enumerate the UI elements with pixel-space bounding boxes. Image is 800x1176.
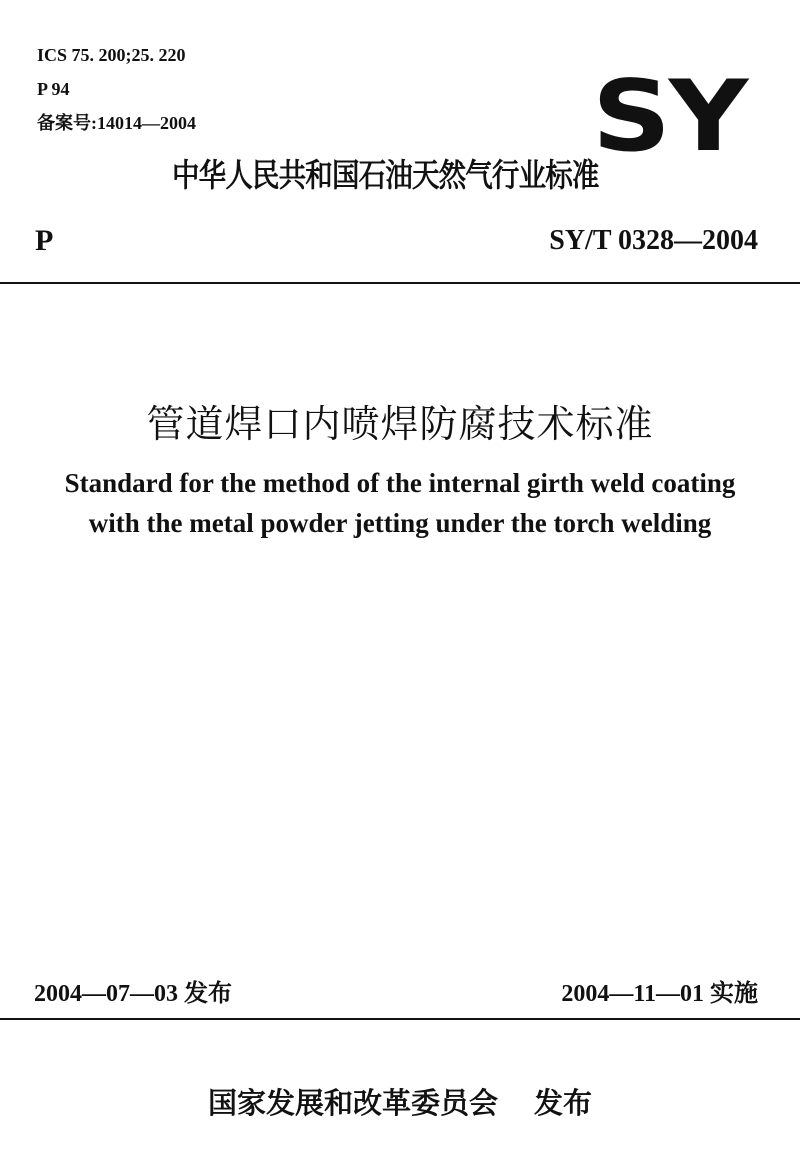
implementation-label: 实施 <box>710 979 758 1007</box>
industry-standard-heading: 中华人民共和国石油天然气行业标准 <box>172 156 599 194</box>
issue-date <box>34 978 232 1009</box>
ics-code: ICS 75. 200;25. 220 <box>37 45 186 65</box>
standard-number: SY/T 0328—2004 <box>549 225 758 256</box>
top-divider <box>0 282 800 284</box>
issue-label: 发布 <box>184 979 232 1007</box>
bottom-divider <box>0 1018 800 1020</box>
implementation-date <box>561 978 758 1009</box>
filing-number: 备案号:14014—2004 <box>37 113 196 133</box>
publisher-action: 发布 <box>534 1086 593 1120</box>
sy-logo: SY <box>592 60 747 174</box>
publisher-name: 国家发展和改革委员会 <box>207 1086 498 1120</box>
publisher <box>0 1084 800 1122</box>
english-title-line-2: with the metal powder jetting under the torch welding <box>88 508 712 538</box>
english-title-line-1: Standard for the method of the internal girth weld coating <box>64 468 736 498</box>
ccs-code: P 94 <box>37 79 70 99</box>
chinese-title: 管道焊口内喷焊防腐技术标准 <box>146 402 654 446</box>
implementation-date-value: 2004—11—01 <box>561 981 704 1007</box>
issue-date-value: 2004—07—03 <box>34 981 178 1007</box>
category-code: P <box>35 224 54 257</box>
